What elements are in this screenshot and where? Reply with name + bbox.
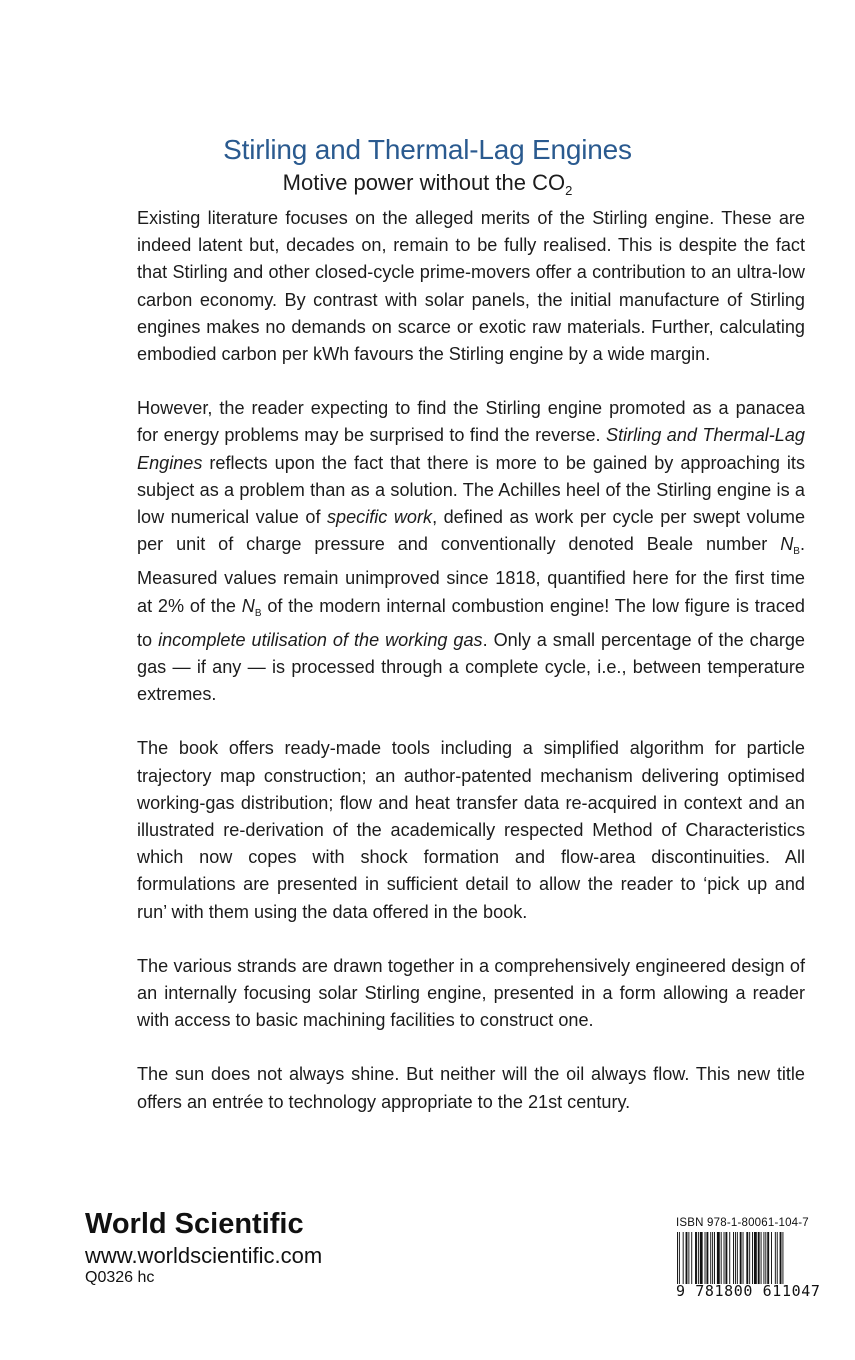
p2-incomplete-utilisation-italic: incomplete utilisation of the working gas [158,629,483,650]
blurb-paragraph-4: The various strands are drawn together in a comprehensively engineered design of an internally focusing solar Stirling engine, presented in a form allowing a reader with access to basic machining facilities to construct one. [137,955,805,1031]
beale-sub-2: B [254,607,262,619]
barcode-digits: 9 781800 611047 [676,1282,821,1300]
blurb-paragraph-3: The book offers ready-made tools including a simplified algorithm for particle trajectory map construction; an author-patented mechanism delivering optimised working-gas distribution; flow and heat transfer data re-acquired in context and an illustrated re-derivation of the academically respected Method of Characteristics which now copes with shock formation and flow-area discontinuities. All formulations are presented in sufficient detail to allow the reader to ‘pick up and run’ with them using the data offered in the book. [137,738,805,922]
p2-text-1: However, the reader expecting to find the Stirling engine promoted as a panacea for energy problems may be surprised to find the reverse. [137,398,805,446]
product-code: Q0326 hc [85,1269,155,1286]
p2-text-4: . Measured values remain unimproved since 1818, quantified here for the first time at 2% of the [137,534,805,616]
blurb [137,205,805,1116]
beale-number-symbol [780,534,800,558]
barcode-icon [676,1232,822,1284]
beale-n: N [780,534,794,555]
beale-n-2: N [241,595,255,616]
isbn-label: ISBN 978-1-80061-104-7 [676,1217,809,1229]
beale-sub: B [793,546,800,558]
p2-text-2: reflects upon the fact that there is more to be gained by approaching its subject as a problem than as a solution. The Achilles heel of the Stirling engine is a low numerical value of [137,452,805,528]
p2-text-5: of the modern internal combustion engine! The low figure is traced to [137,595,805,650]
isbn-barcode [676,1217,824,1300]
subtitle-text: Motive power without the CO [282,170,566,195]
book-subtitle [0,170,855,198]
publisher-name: World Scientific [85,1208,304,1240]
publisher-website: www.worldscientific.com [85,1243,323,1268]
p2-book-title-italic: Stirling and Thermal-Lag Engines [137,425,805,473]
blurb-paragraph-5: The sun does not always shine. But neither will the oil always flow. This new title offers an entrée to technology appropriate to the 21st century. [137,1064,805,1112]
p2-text-6: . Only a small percentage of the charge gas — if any — is processed through a complete cycle, i.e., between temperature extremes. [137,629,805,705]
subtitle-subscript: 2 [565,183,573,198]
beale-number-symbol-2 [241,595,262,619]
book-title: Stirling and Thermal-Lag Engines [223,134,632,165]
p2-text-3: , defined as work per cycle per swept volume per unit of charge pressure and conventionally denoted Beale number [137,507,806,555]
blurb-paragraph-1: Existing literature focuses on the alleged merits of the Stirling engine. These are indeed latent but, decades on, remain to be fully realised. This is despite the fact that Stirling and other closed-cycle prime-movers offer a contribution to an ultra-low carbon economy. By contrast with solar panels, the initial manufacture of Stirling engines makes no demands on scarce or exotic raw materials. Further, calculating embodied carbon per kWh favours the Stirling engine by a wide margin. [137,208,805,365]
p2-specific-work-italic: specific work [327,507,433,528]
blurb-paragraph-2 [137,395,805,708]
